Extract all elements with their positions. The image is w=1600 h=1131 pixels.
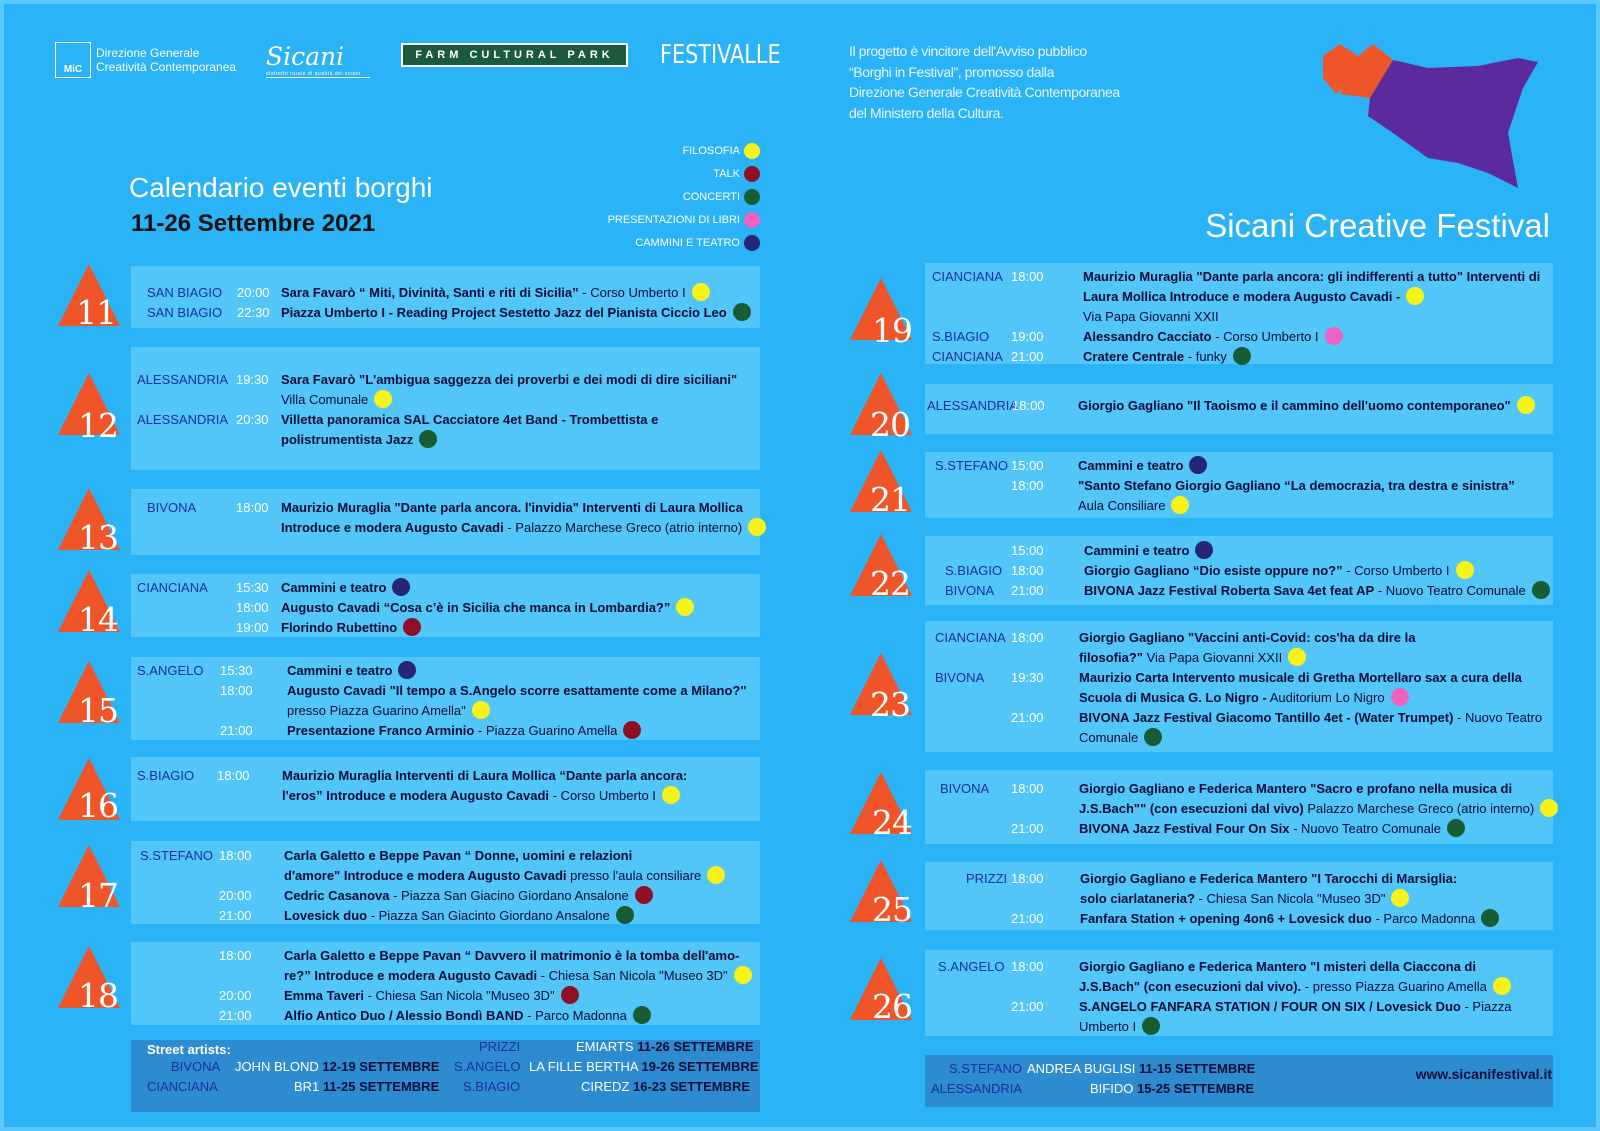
event-line [287,681,747,701]
event-town: SAN BIAGIO [147,305,223,320]
mic-line-2: Creatività Contemporanea [96,60,237,74]
event-line [281,303,751,323]
project-description [849,41,1169,123]
yellow-category-dot-icon [1493,977,1511,995]
yellow-category-dot-icon [1540,799,1558,817]
event-place: - Corso Umberto I [1342,563,1450,578]
event-place: Villa Comunale [281,392,369,407]
event-title: Maurizio Muraglia "Dante parla ancora: gli indifferenti a tutto" Interventi di [1083,269,1541,284]
day-number: 25 [872,890,912,929]
event-place: - Piazza San Giacino Giordano Ansalone [389,888,629,903]
event-time: 21:00 [219,1008,252,1023]
event-town: S.STEFANO [935,458,1008,473]
event-time: 19:00 [236,620,269,635]
event-line [281,410,658,430]
event-place: - Corso Umberto I [1211,329,1319,344]
event-town: CIANCIANA [932,269,1003,284]
event-time: 21:00 [219,908,252,923]
event-place: Palazzo Marchese Greco (atrio interno) [1303,801,1535,816]
event-time: 18:00 [1011,563,1044,578]
event-line [1078,496,1189,516]
event-line [1083,347,1251,367]
green-category-dot-icon [733,303,751,321]
event-title: Maurizio Muraglia Interventi di Laura Mollica “Dante parla ancora: [282,768,688,783]
event-time: 18:00 [219,848,252,863]
yellow-category-dot-icon [734,966,752,984]
event-title: Giorgio Gagliano "Vaccini anti-Covid: cos'ha da dire la [1079,630,1416,645]
street-artist: CIREDZ [581,1079,630,1094]
sicily-logo-icon [1318,38,1553,198]
mic-logo [55,42,236,78]
event-line [1080,869,1457,889]
event-line [1078,396,1535,416]
event-time: 18:00 [220,683,253,698]
day-number: 26 [872,987,912,1026]
event-title: Lovesick duo [284,908,368,923]
event-place: - presso Piazza Guarino Amella [1301,979,1487,994]
event-time: 19:00 [1011,329,1044,344]
pink-category-dot-icon [1391,688,1409,706]
mic-badge: MiC [55,42,91,78]
event-title: l'eros” Introduce e modera Augusto Cavadi [282,788,549,803]
category-legend [608,139,760,254]
event-line [1079,957,1476,977]
event-town: S.ANGELO [938,959,1005,974]
event-time: 19:30 [236,372,269,387]
event-line [1084,581,1550,601]
green-category-dot-icon [1532,581,1550,599]
event-line [1079,997,1511,1017]
legend-item [608,231,760,254]
street-artist: EMIARTS [576,1039,634,1054]
yellow-category-dot-icon [692,283,710,301]
event-line [281,498,743,518]
street-town: S.ANGELO [454,1059,521,1074]
event-town: BIVONA [945,583,995,598]
event-line [1079,1017,1160,1037]
legend-label: FILOSOFIA [682,144,740,157]
event-line [1079,799,1558,819]
yellow-category-dot-icon [1406,287,1424,305]
event-place: - Chiesa San Nicola "Museo 3D" [537,968,728,983]
event-title: Florindo Rubettino [281,620,398,635]
event-title: Cedric Casanova [284,888,390,903]
event-line [1083,267,1540,287]
project-line: Direzione Generale Creatività Contemporanea [849,84,1120,100]
street-artist: JOHN BLOND [235,1059,319,1074]
event-title: Augusto Cavadi "Il tempo a S.Angelo scorre esattamente come a Milano?" [287,683,747,698]
yellow-category-dot-icon [1517,396,1535,414]
event-line [284,886,653,906]
event-line [1079,779,1512,799]
event-time: 20:00 [237,285,270,300]
event-line [1079,688,1409,708]
legend-label: CAMMINI E TEATRO [635,236,740,249]
event-town: CIANCIANA [932,349,1003,364]
event-time: 15:30 [236,580,269,595]
event-line [284,986,579,1006]
day-number: 18 [78,976,118,1015]
event-line [284,906,634,926]
event-town: CIANCIANA [935,630,1006,645]
street-dates: 11-26 SETTEMBRE [637,1039,754,1054]
yellow-category-dot-icon [1171,496,1189,514]
event-line [1083,287,1424,307]
event-title: BIVONA Jazz Festival Roberta Sava 4et feat AP [1084,583,1375,598]
event-title: Giorgio Gagliano "Il Taoismo e il cammino dell'uomo contemporaneo" [1078,398,1511,413]
event-town: S.ANGELO [137,663,204,678]
event-time: 21:00 [1011,349,1044,364]
event-time: 18:00 [1011,630,1044,645]
event-time: 20:30 [236,412,269,427]
event-time: 18:00 [1011,871,1044,886]
red-category-dot-icon [561,986,579,1004]
event-place: - Corso Umberto I [578,285,686,300]
event-line [282,786,680,806]
date-range: 11-26 Settembre 2021 [131,210,376,237]
talk-dot-icon [744,166,760,182]
website-link[interactable]: www.sicanifestival.it [1415,1066,1552,1082]
red-category-dot-icon [403,618,421,636]
street-dates: 16-23 SETTEMBRE [633,1079,751,1094]
legend-label: CONCERTI [682,190,740,203]
event-title: Villetta panoramica SAL Cacciatore 4et Band - Trombettista e [281,412,659,427]
event-line [284,966,752,986]
day-number: 23 [870,685,910,724]
event-title: Carla Galetto e Beppe Pavan “ Donne, uomini e relazioni [284,848,633,863]
event-line [284,866,725,886]
event-title: d'amore" Introduce e modera Augusto Cavadi [284,868,567,883]
event-time: 18:00 [1011,781,1044,796]
event-town: S.STEFANO [140,848,213,863]
event-place: presso l'aula consiliare [566,868,702,883]
event-town: ALESSANDRIA [927,398,1019,413]
event-title: S.ANGELO FANFARA STATION / FOUR ON SIX / Lovesick Duo [1079,999,1461,1014]
event-town: BIVONA [147,500,197,515]
event-title: J.S.Bach"" (con esecuzioni dal vivo) [1079,801,1304,816]
yellow-category-dot-icon [374,390,392,408]
event-title: Augusto Cavadi “Cosa c’è in Sicilia che manca in Lombardia?” [281,600,671,615]
mic-line-1: Direzione Generale [96,46,200,60]
event-time: 18:00 [1012,398,1045,413]
event-time: 18:00 [236,500,269,515]
event-time: 15:00 [1011,543,1044,558]
event-title: Sara Favarò "L'ambigua saggezza dei proverbi e dei modi di dire siciliani" [281,372,738,387]
event-title: Giorgio Gagliano e Federica Mantero "I Tarocchi di Marsiglia: [1080,871,1458,886]
event-town: S.BIAGIO [945,563,1003,578]
event-place: - Palazzo Marchese Greco (atrio interno) [503,520,743,535]
event-title: BIVONA Jazz Festival Giacomo Tantillo 4et - (Water Trumpet) [1079,710,1454,725]
event-time: 18:00 [1011,478,1044,493]
street-town: BIVONA [171,1059,221,1074]
event-town: SAN BIAGIO [147,285,223,300]
event-title: Introduce e modera Augusto Cavadi [281,520,504,535]
legend-item [608,185,760,208]
sicani-tagline: distretto rurale di qualità dei sicani [266,71,361,77]
event-time: 21:00 [1011,821,1044,836]
street-town: S.STEFANO [949,1061,1022,1076]
event-line [1079,708,1542,728]
event-title: solo ciarlataneria? [1080,891,1195,906]
green-category-dot-icon [1144,728,1162,746]
event-place: - Chiesa San Nicola "Museo 3D" [1194,891,1386,906]
teatro-dot-icon [744,235,760,251]
event-title: Cratere Centrale [1083,349,1185,364]
yellow-category-dot-icon [662,786,680,804]
navy-category-dot-icon [392,578,410,596]
event-time: 21:00 [1011,911,1044,926]
street-town: CIANCIANA [147,1079,218,1094]
event-line [284,846,632,866]
event-title: Fanfara Station + opening 4on6 + Lovesick duo [1080,911,1372,926]
pink-category-dot-icon [1325,327,1343,345]
festivalle-logo: FESTIVALLE [660,40,781,70]
event-time: 21:00 [220,723,253,738]
yellow-category-dot-icon [1391,889,1409,907]
red-category-dot-icon [635,886,653,904]
street-dates: 11-15 SETTEMBRE [1139,1061,1256,1076]
event-time: 15:00 [1011,458,1044,473]
event-place: - Piazza San Giacinto Giordano Ansalone [367,908,610,923]
event-line [1078,456,1207,476]
festival-title: Sicani Creative Festival [1205,207,1550,244]
event-place: - Nuovo Teatro Comunale [1374,583,1526,598]
event-line [281,598,694,618]
event-title: J.S.Bach" (con esecuzioni dal vivo). [1079,979,1302,994]
event-title: Giorgio Gagliano e Federica Mantero "I misteri della Ciaccona di [1079,959,1476,974]
event-place: - Corso Umberto I [549,788,656,803]
yellow-category-dot-icon [676,598,694,616]
event-place: - funky [1184,349,1227,364]
event-title: filosofia?" [1079,650,1143,665]
event-time: 19:30 [1011,670,1044,685]
legend-item [608,162,760,185]
street-dates: 12-19 SETTEMBRE [322,1059,440,1074]
day-box [131,347,760,470]
event-title: Cammini e teatro [1084,543,1190,558]
yellow-category-dot-icon [1456,561,1474,579]
street-artists-left [131,1040,760,1112]
event-title: Carla Galetto e Beppe Pavan “ Davvero il matrimonio è la tomba dell'amo- [284,948,740,963]
event-place: - Piazza [1460,999,1512,1014]
event-town: S.BIAGIO [932,329,990,344]
project-line: del Ministero della Cultura. [849,104,1004,121]
event-title: Cammini e teatro [281,580,387,595]
legend-item [608,139,760,162]
event-title: "Santo Stefano Giorgio Gagliano “La democrazia, tra destra e sinistra” [1078,478,1515,493]
event-title: Cammini e teatro [1078,458,1184,473]
event-line [1079,668,1522,688]
event-town: ALESSANDRIA [137,372,229,387]
green-category-dot-icon [1233,347,1251,365]
day-number: 17 [78,876,118,915]
day-number: 24 [872,803,912,842]
event-place: presso Piazza Guarino Amella" [287,703,466,718]
yellow-category-dot-icon [748,518,766,536]
event-time: 18:00 [1011,269,1044,284]
event-line [281,390,392,410]
libri-dot-icon [744,212,760,228]
event-place: Umberto I [1079,1019,1137,1034]
event-title: Giorgio Gagliano “Dio esiste oppure no?” [1084,563,1343,578]
event-time: 21:00 [1011,583,1044,598]
event-place: Auditorium Lo Nigro [1266,690,1385,705]
event-line [1084,561,1474,581]
day-number: 21 [870,480,910,519]
day-number: 22 [870,564,910,603]
street-dates: 11-25 SETTEMBRE [322,1079,440,1094]
event-place: Comunale [1079,730,1139,745]
event-place: Aula Consiliare [1078,498,1166,513]
event-time: 18:00 [236,600,269,615]
event-place: - Chiesa San Nicola "Museo 3D" [363,988,555,1003]
event-town: BIVONA [935,670,985,685]
street-artist: ANDREA BUGLISI [1027,1061,1136,1076]
green-category-dot-icon [1447,819,1465,837]
event-line [1080,909,1499,929]
yellow-category-dot-icon [707,866,725,884]
yellow-category-dot-icon [472,701,490,719]
navy-category-dot-icon [398,661,416,679]
event-line [287,701,490,721]
event-place: - Parco Madonna [1371,911,1476,926]
event-line [1083,307,1219,327]
event-town: BIVONA [940,781,990,796]
project-line: “Borghi in Festival”, promosso dalla [849,63,1055,80]
event-title: Sara Favarò “ Miti, Divinità, Santi e riti di Sicilia” [281,285,579,300]
event-line [1078,476,1515,496]
day-number: 14 [78,600,118,639]
legend-label: PRESENTAZIONI DI LIBRI [607,213,740,226]
event-place: - Nuovo Teatro [1453,710,1543,725]
navy-category-dot-icon [1189,456,1207,474]
farm-cultural-park-logo: FARM CULTURAL PARK [401,43,628,67]
street-artist: LA FILLE BERTHA [529,1059,638,1074]
event-place: Via Papa Giovanni XXII [1083,309,1219,324]
page-title: Calendario eventi borghi [129,172,433,203]
event-title: polistrumentista Jazz [281,432,414,447]
event-line [281,618,421,638]
day-number: 12 [78,406,118,445]
project-line: Il progetto è vincitore dell'Avviso pubblico [849,43,1087,59]
green-category-dot-icon [616,906,634,924]
event-time: 20:00 [219,888,252,903]
event-line [287,661,416,681]
event-title: re?” Introduce e modera Augusto Cavadi [284,968,538,983]
event-title: Alessandro Cacciato [1083,329,1212,344]
event-place: - Parco Madonna [523,1008,627,1023]
event-title: Scuola di Musica G. Lo Nigro - [1079,690,1267,705]
event-line [1084,541,1213,561]
event-line [1080,889,1409,909]
sicani-wordmark: Sicani [266,42,345,71]
navy-category-dot-icon [1195,541,1213,559]
day-number: 16 [78,786,118,825]
event-title: Laura Mollica Introduce e modera Augusto Cavadi - [1083,289,1401,304]
legend-item [608,208,760,231]
event-title: Maurizio Carta Intervento musicale di Gretha Mortellaro sax a cura della [1079,670,1522,685]
event-title: BIVONA Jazz Festival Four On Six [1079,821,1290,836]
event-town: CIANCIANA [137,580,208,595]
event-line [287,721,641,741]
event-line [1083,327,1343,347]
event-title: Cammini e teatro [287,663,393,678]
legend-label: TALK [713,167,740,180]
event-line [281,370,737,390]
event-line [1079,628,1416,648]
event-time: 20:00 [219,988,252,1003]
event-time: 15:30 [220,663,253,678]
filosofia-dot-icon [744,143,760,159]
day-number: 19 [872,311,912,350]
day-number: 11 [76,293,116,332]
green-category-dot-icon [633,1006,651,1024]
event-town: ALESSANDRIA [137,412,229,427]
street-town: PRIZZI [479,1039,521,1054]
day-number: 20 [870,405,910,444]
street-town: S.BIAGIO [463,1079,521,1094]
event-time: 18:00 [219,948,252,963]
yellow-category-dot-icon [1288,648,1306,666]
event-place: - Piazza Guarino Amella [474,723,618,738]
event-line [284,1006,651,1026]
event-time: 18:00 [1011,959,1044,974]
event-town: S.BIAGIO [137,768,195,783]
event-title: Alfio Antico Duo / Alessio Bondì BAND [284,1008,524,1023]
street-artist: BIFIDO [1090,1081,1134,1096]
red-category-dot-icon [623,721,641,739]
green-category-dot-icon [1142,1017,1160,1035]
event-title: Presentazione Franco Arminio [287,723,475,738]
event-title: Piazza Umberto I - Reading Project Sestetto Jazz del Pianista Ciccio Leo [281,305,727,320]
sicani-logo [266,42,370,78]
event-title: Maurizio Muraglia "Dante parla ancora. l'invidia" Interventi di Laura Mollica [281,500,743,515]
event-line [281,518,766,538]
day-number: 15 [78,691,118,730]
street-dates: 19-26 SETTEMBRE [641,1059,759,1074]
event-place: Via Papa Giovanni XXII [1142,650,1283,665]
day-number: 13 [78,518,118,557]
event-town: PRIZZI [966,871,1008,886]
event-line [281,430,437,450]
event-time: 18:00 [217,768,250,783]
event-line [1079,648,1306,668]
event-time: 21:00 [1011,710,1044,725]
event-title: Emma Taveri [284,988,364,1003]
event-time: 21:00 [1011,999,1044,1014]
event-line [1079,977,1511,997]
green-category-dot-icon [1481,909,1499,927]
event-line [284,946,739,966]
street-artists-label: Street artists: [147,1042,231,1057]
event-line [281,578,410,598]
event-line [282,766,687,786]
street-town: ALESSANDRIA [931,1081,1023,1096]
street-artist: BR1 [294,1079,320,1094]
street-dates: 15-25 SETTEMBRE [1136,1081,1255,1096]
green-category-dot-icon [419,430,437,448]
event-place: - Nuovo Teatro Comunale [1289,821,1441,836]
event-title: Giorgio Gagliano e Federica Mantero "Sacro e profano nella musica di [1079,781,1513,796]
event-line [281,283,710,303]
event-line [1079,819,1465,839]
concerti-dot-icon [744,189,760,205]
event-time: 22:30 [237,305,270,320]
event-line [1079,728,1162,748]
